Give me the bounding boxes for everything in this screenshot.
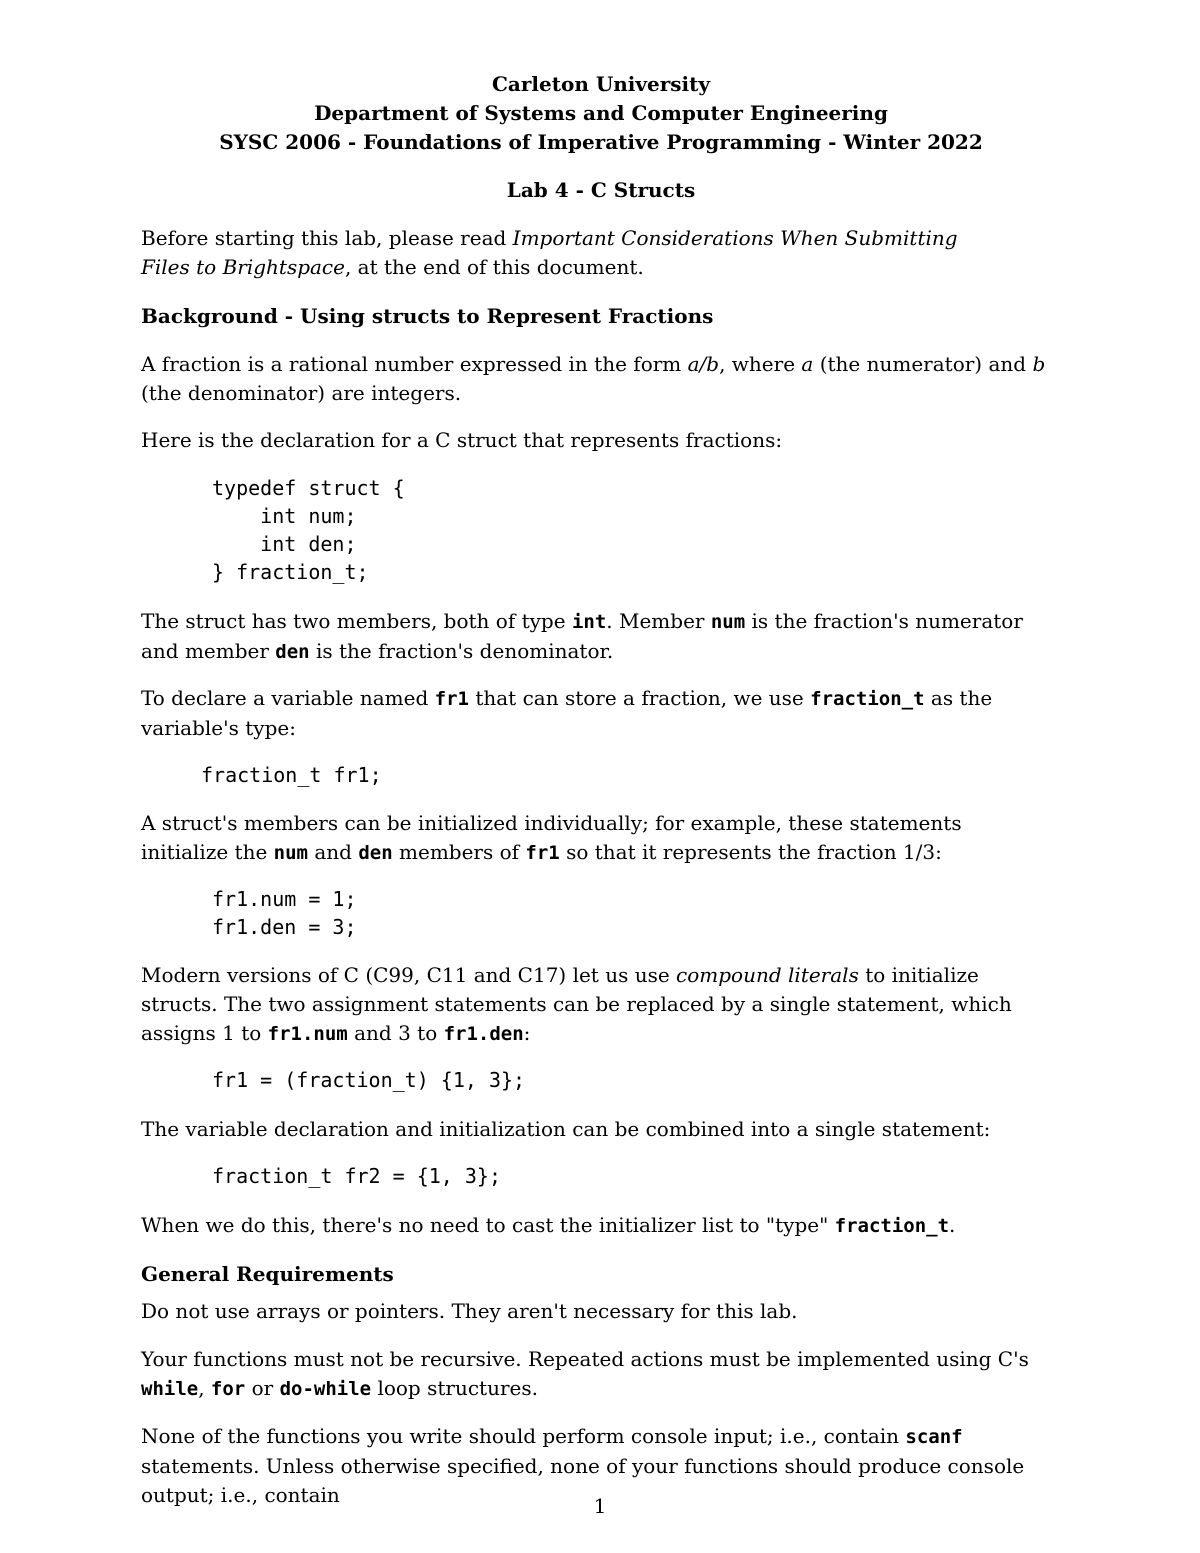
intro-paragraph: Before starting this lab, please read Important Considerations When Submitting Files to Brightspace, at the end of this document. [141, 226, 958, 279]
header-department: Department of Systems and Computer Engineering [314, 101, 888, 125]
background-paragraph-2: Here is the declaration for a C struct that represents fractions: [141, 428, 783, 452]
background-paragraph-8: When we do this, there's no need to cast the initializer list to "type" fraction_t. [141, 1213, 956, 1237]
background-paragraph-6: Modern versions of C (C99, C11 and C17) let us use compound literals to initialize structs. The two assignment statements can be replaced by a single statement, which assigns 1 to fr1.num and 3 to fr1.den: [141, 963, 1012, 1045]
code-block-init: fraction_t fr2 = {1, 3}; [212, 1164, 501, 1188]
background-paragraph-4: To declare a variable named fr1 that can store a fraction, we use fraction_t as the variable's type: [141, 686, 993, 740]
code-line: fr1.num = 1; [212, 887, 357, 911]
background-paragraph-7: The variable declaration and initialization can be combined into a single statement: [141, 1117, 991, 1141]
code-line: int num; [212, 504, 357, 528]
code-line: } fraction_t; [212, 560, 369, 584]
code-block-compound-literal: fr1 = (fraction_t) {1, 3}; [212, 1068, 526, 1092]
header-course: SYSC 2006 - Foundations of Imperative Programming - Winter 2022 [219, 130, 983, 154]
lab-title: Lab 4 - C Structs [506, 178, 696, 202]
general-paragraph-1: Do not use arrays or pointers. They aren't necessary for this lab. [141, 1299, 798, 1323]
background-paragraph-3: The struct has two members, both of type int. Member num is the fraction's numerator and member den is the fraction's denominator. [141, 609, 1023, 663]
code-line: fr1.den = 3; [212, 915, 357, 939]
background-paragraph-5: A struct's members can be initialized individually; for example, these statements initialize the num and den members of fr1 so that it represents the fraction 1/3: [141, 811, 962, 864]
general-heading: General Requirements [141, 1262, 394, 1286]
code-block-members [212, 885, 357, 941]
code-line: typedef struct { [212, 476, 405, 500]
general-paragraph-2: Your functions must not be recursive. Repeated actions must be implemented using C's while, for or do-while loop structures. [141, 1347, 1029, 1400]
background-paragraph-1: A fraction is a rational number expressed in the form a/b, where a (the numerator) and b (the denominator) are integers. [141, 352, 1046, 405]
header-university: Carleton University [492, 72, 710, 96]
page-number: 1 [593, 1494, 607, 1518]
code-block-struct [212, 474, 405, 586]
code-block-declare: fraction_t fr1; [201, 763, 382, 787]
code-line: int den; [212, 532, 357, 556]
general-paragraph-3: None of the functions you write should perform console input; i.e., contain scanf statements. Unless otherwise specified, none of your functions should produce console output; i.e., contain [141, 1424, 1025, 1507]
background-heading: Background - Using structs to Represent Fractions [141, 304, 714, 328]
